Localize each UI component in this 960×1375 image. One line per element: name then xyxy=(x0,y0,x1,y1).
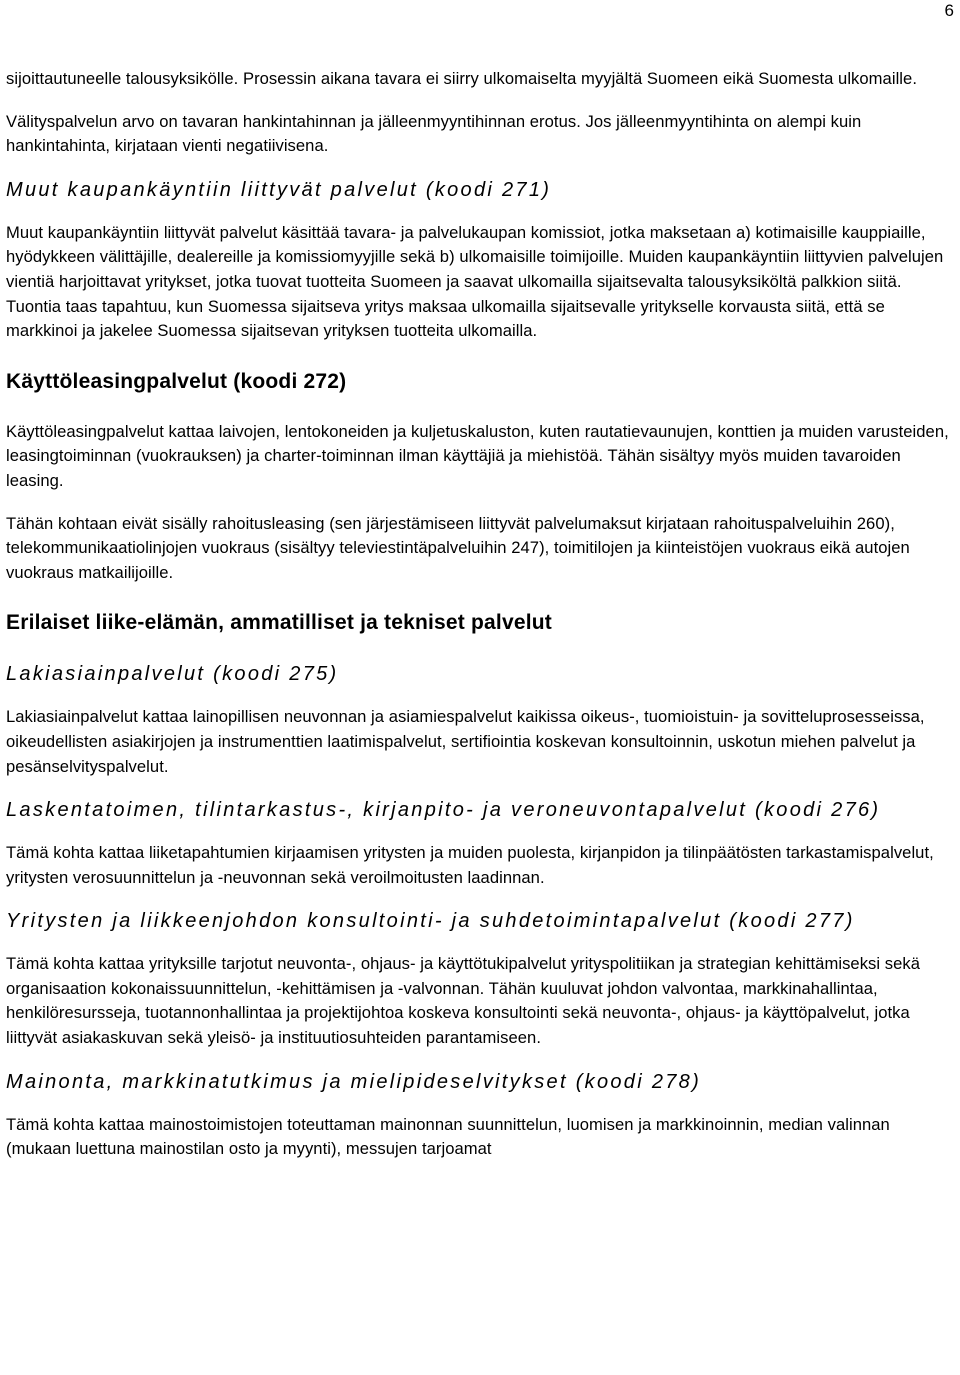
heading-275: Lakiasiainpalvelut (koodi 275) xyxy=(6,663,339,686)
paragraph-275: Lakiasiainpalvelut kattaa lainopillisen neuvonnan ja asiamiespalvelut kaikissa oikeus-, tuomioistuin- ja sovitteluprosesseissa, oikeudellisten asiakirjojen ja instrumenttien laatimispalvelut, sertifiointia koskevan konsultoinnin, uskotun miehen palvelut ja pesänselvityspalvelut. xyxy=(6,707,925,776)
heading-271: Muut kaupankäyntiin liittyvät palvelut (koodi 271) xyxy=(6,178,552,201)
paragraph-276: Tämä kohta kattaa liiketapahtumien kirjaamisen yritysten ja muiden puolesta, kirjanpidon ja tilinpäätösten tarkastamispalvelut, yritysten verosuunnittelun ja -neuvonnan sekä veroilmoitusten laadinnan. xyxy=(6,843,934,887)
heading-272: Käyttöleasingpalvelut (koodi 272) xyxy=(6,369,347,393)
heading-278: Mainonta, markkinatutkimus ja mielipideselvitykset (koodi 278) xyxy=(6,1070,702,1093)
heading-277: Yritysten ja liikkeenjohdon konsultointi- ja suhdetoimintapalvelut (koodi 277) xyxy=(6,910,855,933)
paragraph-277: Tämä kohta kattaa yrityksille tarjotut neuvonta-, ohjaus- ja käyttötukipalvelut yrityspolitiikan ja strategian kehittämiseksi sekä organisaation kokonaissuunnittelun, -kehittämisen ja -valvonnan. Tähän kuuluvat johdon valvontaa, markkinahallintaa, henkilöresursseja, tuotannonhallintaa ja projektijohtoa koskeva konsultointi sekä neuvonta-, ohjaus- ja käyttöpalvelut, jotka liittyvät asiakaskuvan sekä yleisö- ja instituutiosuhteiden parantamiseen. xyxy=(6,954,921,1048)
paragraph-272-b: Tähän kohtaan eivät sisälly rahoitusleasing (sen järjestämiseen liittyvät palvelumaksut kirjataan rahoituspalveluihin 260), telekommunikaatiolinjojen vuokraus (sisältyy televiestintäpalveluihin 247), toimitilojen ja kiinteistöjen vuokraus eikä autojen vuokraus matkailijoille. xyxy=(6,513,910,582)
paragraph-271: Muut kaupankäyntiin liittyvät palvelut käsittää tavara- ja palvelukaupan komissiot, jotka maksetaan a) kotimaisille kauppiaille, hyödykkeen välittäjille, dealereille ja komissiomyyjille sekä b) ulkomaisille toimijoille. Muiden kaupankäyntiin liittyvien palvelujen vientiä harjoittavat yritykset, jotka tuovat tuotteita Suomeen ja saavat ulkomailla sijaitsevalta talousyksiköltä palkkion siitä. Tuontia taas tapahtuu, kun Suomessa sijaitseva yritys maksaa ulkomailla sijaitsevalle yritykselle korvausta siitä, että se markkinoi ja jakelee Suomessa sijaitsevan yrityksen tuotteita ulkomailla. xyxy=(6,222,944,341)
page-number: 6 xyxy=(944,1,954,20)
paragraph-valityspalvelu: Välityspalvelun arvo on tavaran hankintahinnan ja jälleenmyyntihinnan erotus. Jos jälleenmyyntihinta on alempi kuin hankintahinta, kirjataan vienti negatiivisena. xyxy=(6,111,862,156)
paragraph-272-a: Käyttöleasingpalvelut kattaa laivojen, lentokoneiden ja kuljetuskaluston, kuten rautatievaunujen, konttien ja muiden varusteiden, leasingtoiminnan (vuokrauksen) ja charter-toiminnan ilman käyttäjiä ja miehistöä. Tähän sisältyy myös muiden tavaroiden leasing. xyxy=(6,421,949,490)
paragraph-intro: sijoittautuneelle talousyksikölle. Prosessin aikana tavara ei siirry ulkomaiselta myyjältä Suomeen eikä Suomesta ulkomaille. xyxy=(6,69,917,88)
paragraph-278: Tämä kohta kattaa mainostoimistojen toteuttaman mainonnan suunnittelun, luomisen ja markkinoinnin, median valinnan (mukaan luettuna mainostilan osto ja myynti), messujen tarjoamat xyxy=(6,1114,890,1159)
heading-276: Laskentatoimen, tilintarkastus-, kirjanpito- ja veroneuvontapalvelut (koodi 276) xyxy=(6,799,881,822)
heading-erilaiset-palvelut: Erilaiset liike-elämän, ammatilliset ja tekniset palvelut xyxy=(6,611,552,635)
document-body xyxy=(6,67,958,1162)
document-page xyxy=(6,0,958,1375)
